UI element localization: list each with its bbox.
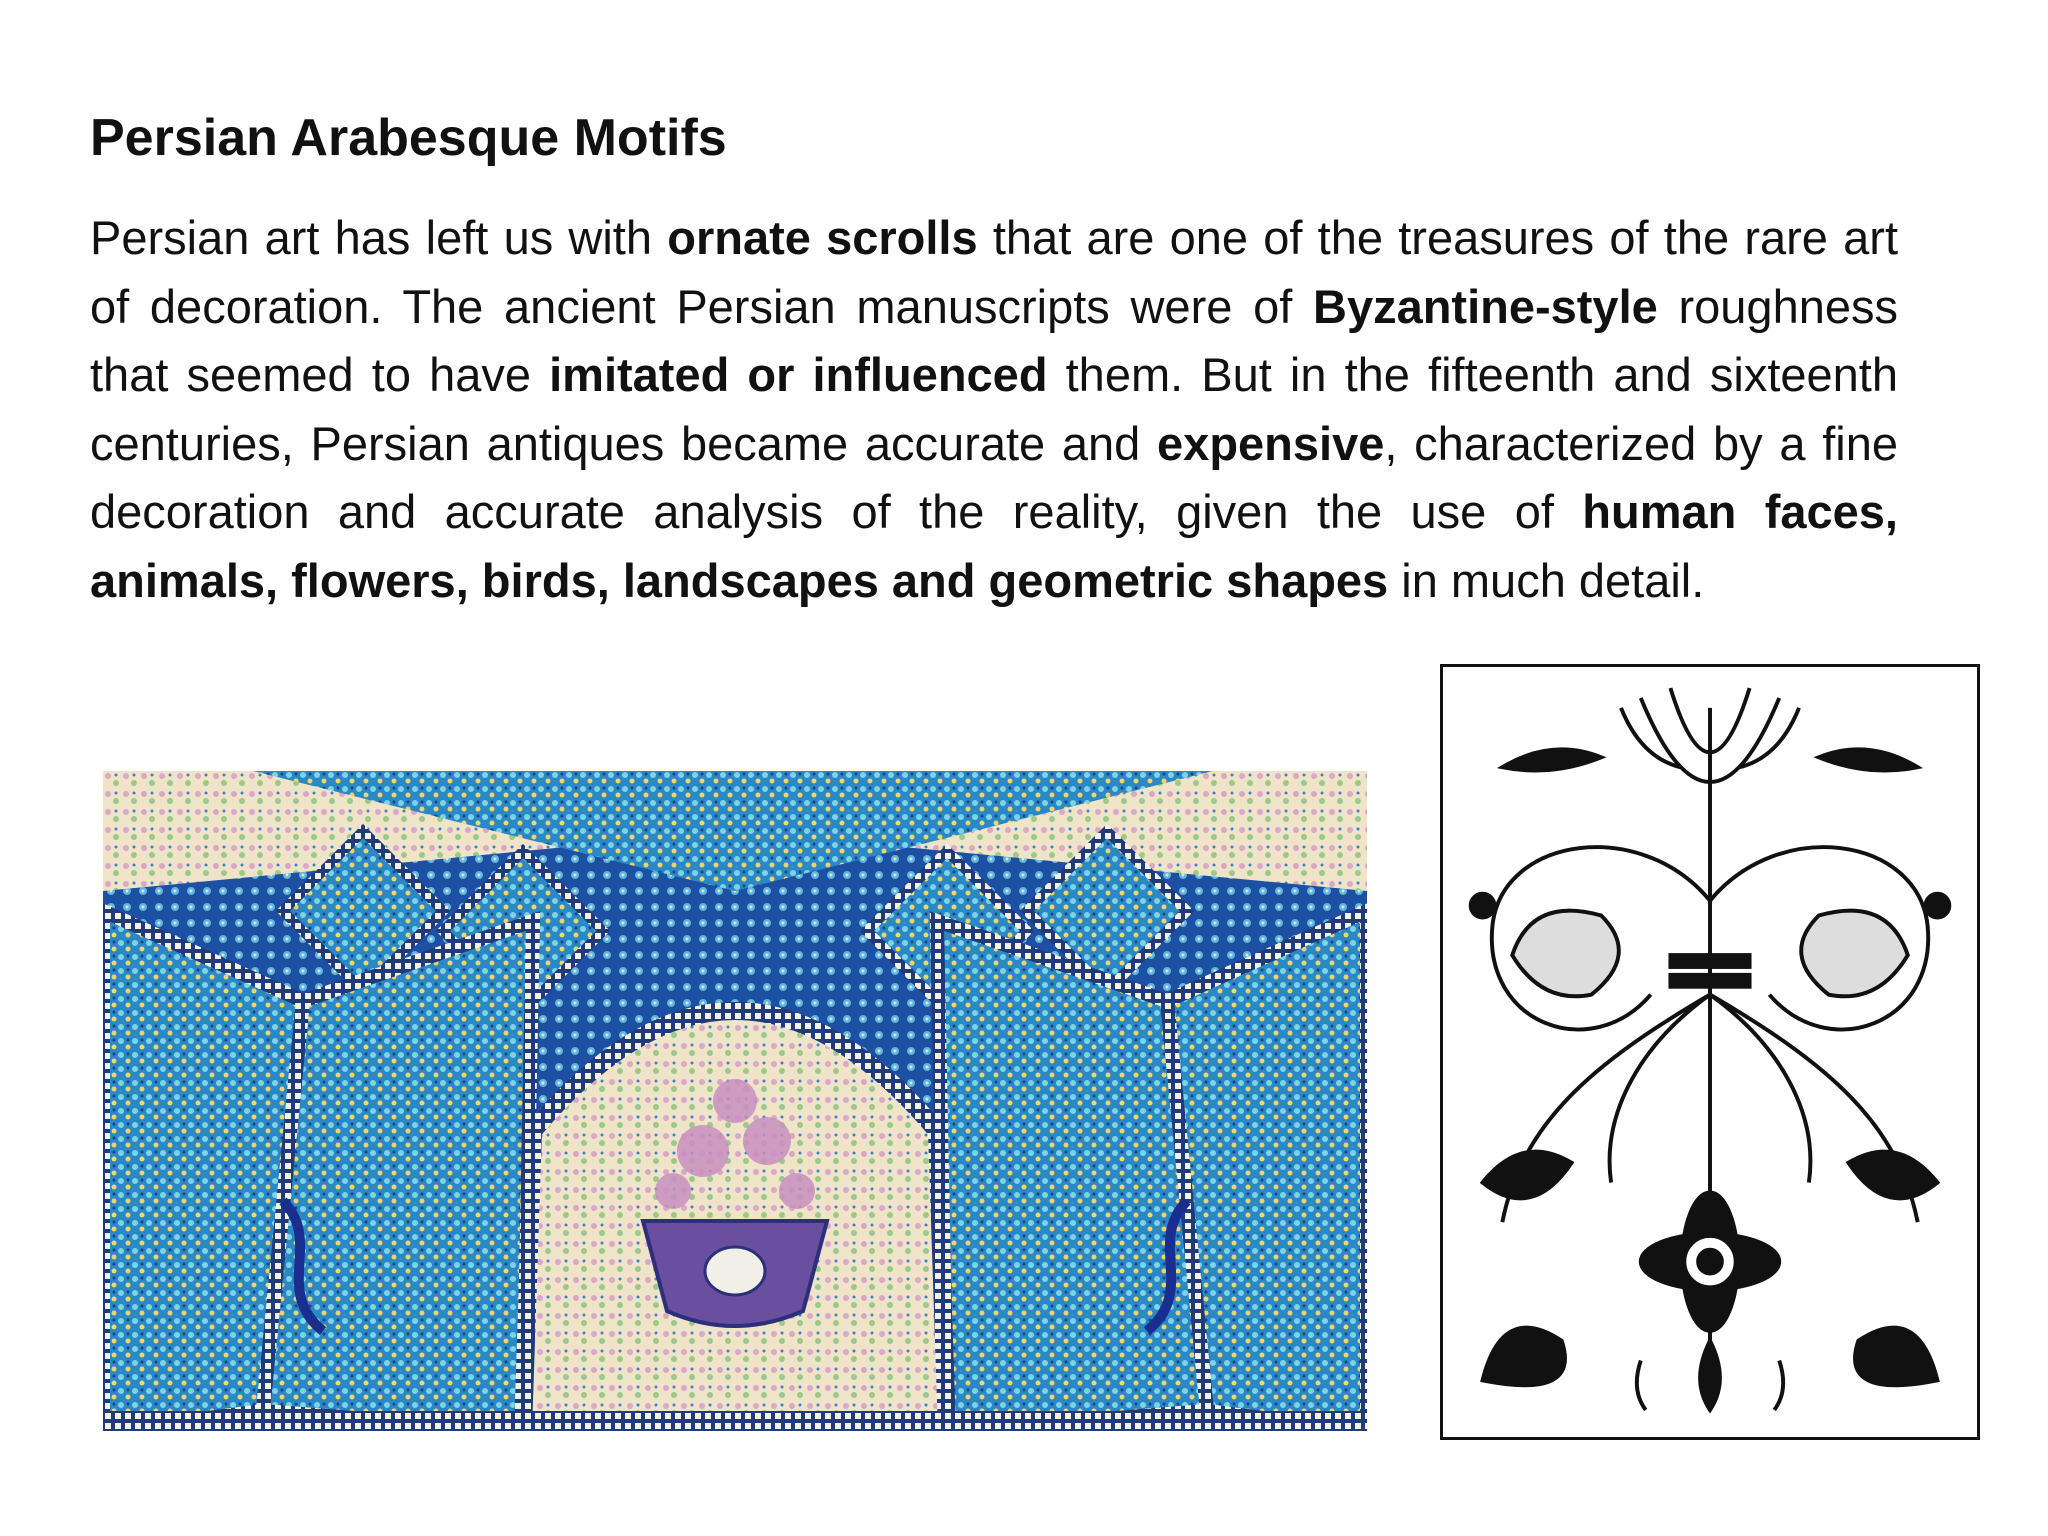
body-text-3: roughness that seemed to have <box>90 279 1898 401</box>
body-text-1: Persian art has left us with <box>90 211 668 264</box>
slide-title: Persian Arabesque Motifs <box>90 109 727 167</box>
tilework-photo <box>103 771 1367 1431</box>
body-text-2: that are one of the treasures of the rare art of decoration. The ancient Persian manuscripts were of <box>90 211 1898 333</box>
bold-imitated-influenced: imitated or influenced <box>549 348 1048 401</box>
bold-expensive: expensive <box>1157 416 1385 470</box>
body-text-5: , characterized by a fine decoration and accurate analysis of the reality, given the use of <box>90 416 1898 538</box>
body-text-6: in much detail. <box>1388 553 1705 607</box>
bold-subjects-list: human faces, animals, flowers, birds, landscapes and geometric shapes <box>90 485 1898 607</box>
bold-byzantine-style: Byzantine-style <box>1313 279 1658 333</box>
arabesque-drawing <box>1440 664 1980 1440</box>
body-paragraph <box>90 204 1898 615</box>
body-text-4: them. But in the fifteenth and sixteenth centuries, Persian antiques became accurate and <box>90 348 1898 470</box>
bold-ornate-scrolls: ornate scrolls <box>667 211 978 264</box>
